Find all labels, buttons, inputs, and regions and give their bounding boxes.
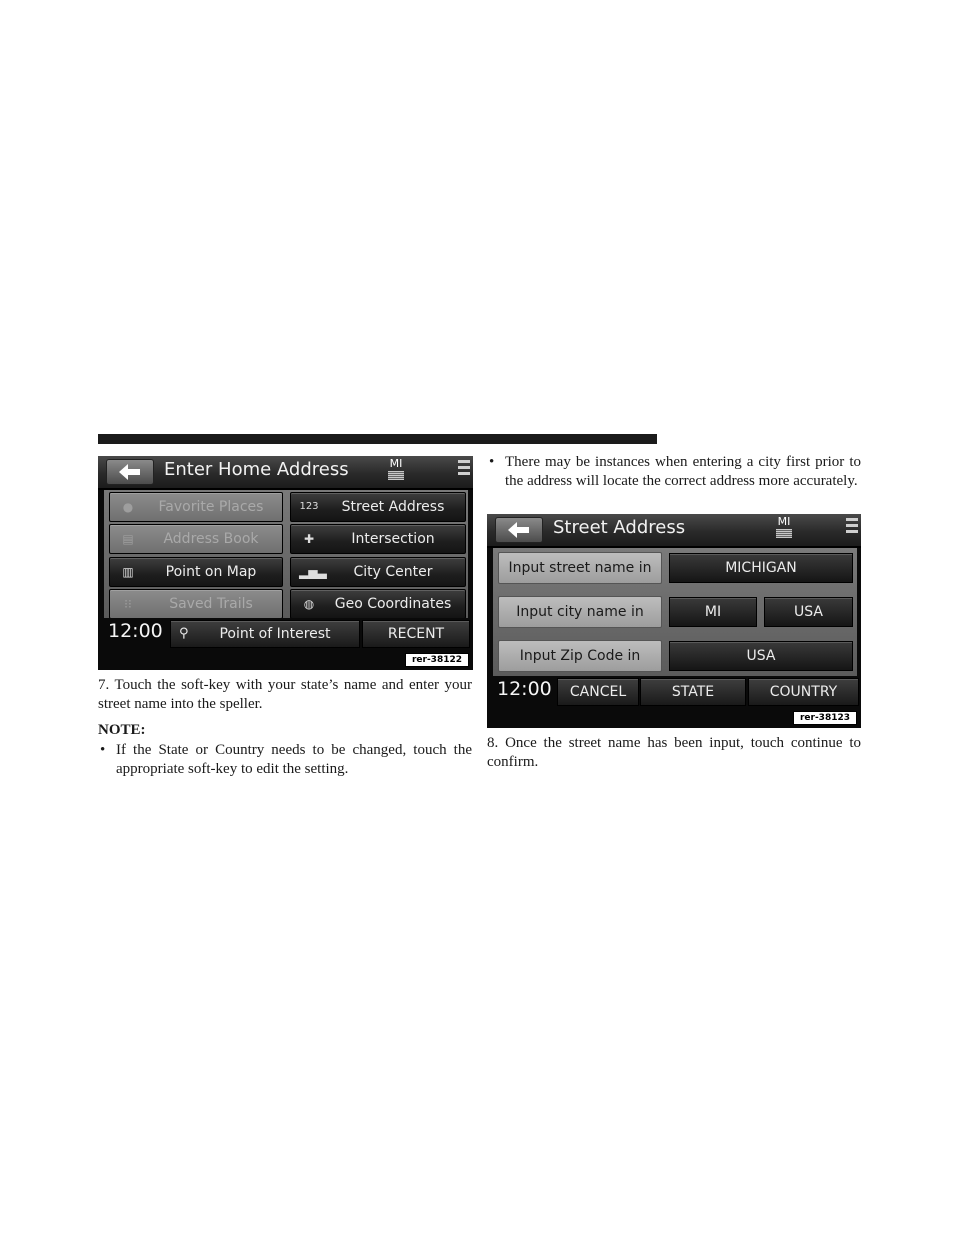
city-center-button[interactable] bbox=[290, 557, 466, 587]
address-panel bbox=[493, 548, 857, 676]
country-button[interactable]: COUNTRY bbox=[748, 678, 859, 706]
city-country-button[interactable]: USA bbox=[764, 597, 853, 627]
step-7-text: 7. Touch the soft-key with your state’s name and enter your street name into the speller. bbox=[98, 677, 472, 712]
globe-icon: ◍ bbox=[303, 597, 315, 611]
poi-icon: ⚲ bbox=[179, 626, 189, 641]
note-bullet bbox=[100, 741, 472, 779]
state-badge-text: MI bbox=[777, 515, 791, 528]
figure-reference: rer-38123 bbox=[793, 711, 857, 725]
intersection-icon: ✚ bbox=[303, 532, 315, 546]
cancel-button[interactable]: CANCEL bbox=[557, 678, 639, 706]
zip-code-row-label: Input Zip Code in bbox=[498, 640, 662, 672]
back-button[interactable] bbox=[106, 459, 154, 485]
geo-coordinates-label: Geo Coordinates bbox=[334, 596, 452, 612]
saved-trails-button bbox=[109, 589, 283, 619]
street-state-button[interactable]: MICHIGAN bbox=[669, 553, 853, 583]
figure-reference: rer-38122 bbox=[405, 653, 469, 667]
intersection-button[interactable] bbox=[290, 524, 466, 554]
bullet-icon: • bbox=[100, 742, 106, 758]
address-book-button bbox=[109, 524, 283, 554]
map-icon: ▥ bbox=[122, 565, 134, 579]
note-heading: NOTE: bbox=[98, 722, 146, 738]
book-icon: ▤ bbox=[122, 532, 134, 546]
intersection-label: Intersection bbox=[351, 531, 435, 547]
back-arrow-icon bbox=[119, 464, 141, 480]
point-on-map-button[interactable] bbox=[109, 557, 283, 587]
favorite-places-button bbox=[109, 492, 283, 522]
clock: 12:00 bbox=[108, 620, 163, 642]
page-title: Enter Home Address bbox=[164, 459, 349, 480]
pin-icon: ● bbox=[122, 500, 134, 514]
footer-bar bbox=[98, 618, 473, 648]
street-address-button[interactable] bbox=[290, 492, 466, 522]
screenshot-street-address bbox=[487, 514, 861, 728]
street-address-label: Street Address bbox=[341, 499, 445, 515]
recent-label: RECENT bbox=[387, 626, 445, 642]
geo-coordinates-button[interactable] bbox=[290, 589, 466, 619]
screenshot-enter-home-address bbox=[98, 456, 473, 670]
city-center-label: City Center bbox=[353, 564, 433, 580]
menu-icon[interactable] bbox=[846, 518, 858, 542]
trail-icon: ⁝⁝ bbox=[124, 597, 132, 611]
right-bullet bbox=[489, 453, 861, 491]
flag-icon bbox=[776, 529, 792, 538]
title-bar bbox=[98, 456, 473, 490]
state-badge-text: MI bbox=[389, 457, 403, 470]
point-of-interest-button[interactable] bbox=[170, 620, 360, 648]
menu-panel bbox=[104, 490, 468, 618]
saved-trails-label: Saved Trails bbox=[169, 596, 253, 612]
bullet-icon: • bbox=[489, 454, 495, 470]
state-button[interactable]: STATE bbox=[640, 678, 746, 706]
city-name-row-label: Input city name in bbox=[498, 596, 662, 628]
city-state-button[interactable]: MI bbox=[669, 597, 757, 627]
back-arrow-icon bbox=[508, 522, 530, 538]
title-bar bbox=[487, 514, 861, 548]
recent-button[interactable] bbox=[362, 620, 470, 648]
street-name-row-label: Input street name in bbox=[498, 552, 662, 584]
state-indicator bbox=[386, 457, 406, 480]
address-book-label: Address Book bbox=[163, 531, 259, 547]
clock: 12:00 bbox=[497, 678, 552, 700]
city-icon: ▂▅▃ bbox=[299, 565, 327, 579]
back-button[interactable] bbox=[495, 517, 543, 543]
zip-country-button[interactable]: USA bbox=[669, 641, 853, 671]
point-of-interest-label: Point of Interest bbox=[219, 626, 331, 642]
right-bullet-text: There may be instances when entering a city first prior to the address will locate the correct address more accurately. bbox=[505, 454, 861, 489]
section-divider-bar bbox=[98, 434, 657, 444]
page-title: Street Address bbox=[553, 517, 686, 538]
menu-icon[interactable] bbox=[458, 460, 470, 484]
flag-icon bbox=[388, 471, 404, 480]
note-bullet-text: If the State or Country needs to be changed, touch the appropriate soft-key to edit the setting. bbox=[116, 742, 472, 777]
numbers-icon: 123 bbox=[299, 501, 319, 512]
state-indicator bbox=[774, 515, 794, 538]
step-8-text: 8. Once the street name has been input, touch continue to confirm. bbox=[487, 735, 861, 770]
favorite-places-label: Favorite Places bbox=[158, 499, 264, 515]
point-on-map-label: Point on Map bbox=[165, 564, 257, 580]
footer-bar bbox=[487, 676, 861, 706]
